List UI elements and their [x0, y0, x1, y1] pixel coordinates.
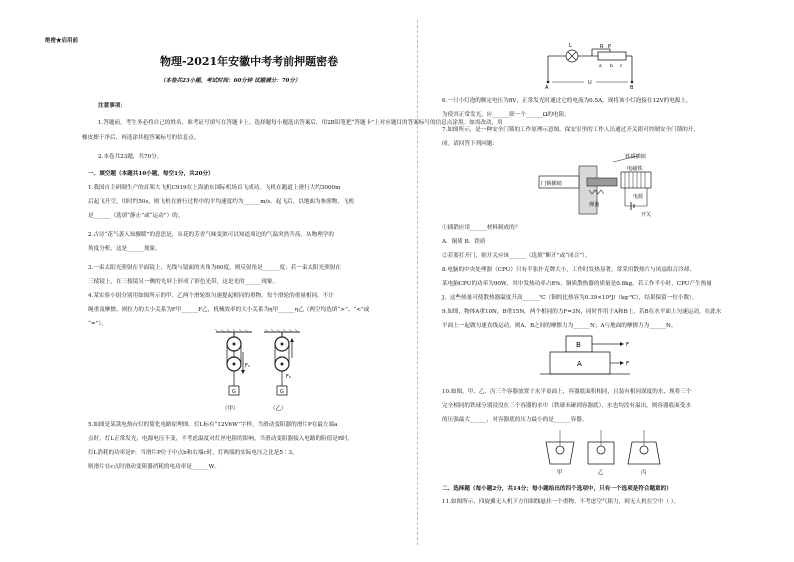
question-line: 5.如图是某款电热台灯的简化电路原理图。灯L标有“12V6W”字样，当滑动变阻器的滑片P在最左端a	[88, 422, 338, 428]
force-f2-label: F₂	[286, 374, 291, 380]
figure-label-jia: （甲）	[222, 406, 239, 412]
block-b-label: B	[576, 341, 581, 349]
question-line: ①插销应用______材料制成的？	[442, 225, 521, 231]
question-line: J，这些热量可使散热器温度升高______℃（铜的比热容为0.39×10³J/（kg·℃），结果保留一位小数）。	[442, 295, 698, 301]
block-a-label: A	[577, 360, 582, 368]
question-line: 平面上一起做匀速直线运动，则A、B之间的摩擦力为______N；A与地面的摩擦力为______N。	[442, 323, 677, 329]
section1-heading: 一、填空题（本题共10小题，每空1分，共20分）	[88, 171, 214, 177]
exam-title: 物理-2021年安徽中考考前押题密卷	[160, 55, 339, 68]
question-line: 则滑片在c点时滑动变阻器消耗的电功率是______W。	[88, 464, 220, 470]
exam-subtitle: （本卷共23小题，考试时间：60分钟 试题满分：70分）	[160, 78, 301, 84]
point-a-label: a	[599, 64, 602, 69]
switch-label: 开关	[641, 212, 652, 218]
note-line: 橡皮擦干净后，再选涂其他答案标号的信息点。	[82, 135, 200, 141]
secret-stamp: 绝密★启用前	[45, 38, 79, 44]
lamp-label: L	[569, 43, 572, 49]
slider-label: P	[608, 44, 612, 50]
weight-g-label: G	[280, 389, 284, 395]
question-line: 点时，灯L正常发光，电源电压不变，不考虑温度对灯丝电阻的影响。当滑动变阻器接入电路的阻值是R时，	[88, 436, 354, 442]
figure-label-yi: （乙）	[270, 406, 287, 412]
blocks-figure	[540, 332, 650, 382]
note-line: 2.本卷共23题，共70分。	[98, 154, 163, 160]
question-line: 闭。请回答下列问题：	[442, 141, 498, 147]
container-yi-label: 乙	[598, 470, 604, 476]
force-f-label: F	[626, 342, 630, 348]
question-line: 11.如图所示，四旋翼无人机下方用细线悬挂一个重物，不考虑空气阻力，则无人机在空中（ ）。	[442, 499, 680, 505]
question-line: 4.某实验小组分别用如图所示的甲、乙两个滑轮组匀速提起相同的重物。每个滑轮的重量相同，不计	[88, 293, 334, 299]
question-line: 灯L消耗的功率是P；当滑片P位于中点b和右端c时，灯两端的实际电压之比是5∶3，	[88, 450, 298, 456]
question-line: 某电脑CPU的功率为90W，其中发热功率占8%，铜质散热器的质量是0.8kg，若工作半小时，CPU产生热量	[442, 281, 712, 287]
force-f1-label: F₁	[245, 363, 250, 369]
door-pin-label: 门锁插销	[541, 181, 562, 187]
question-line: 3.一束太阳光照射在平面镜上，光线与镜面的夹角为60度，则反射角是______度；若一束太阳光照射在	[88, 265, 341, 271]
question-line: 8.电脑的中央处理器（CPU）只有半张扑克牌大小，工作时发热显著，常采用散热片与风扇组合冷却，	[442, 267, 695, 273]
question-line: 绳重及摩擦，则拉力的大小关系为F甲______F乙，机械效率的大小关系为η甲______η乙（两空均选填“>”、“<”或	[88, 307, 370, 313]
containers-figure	[540, 426, 670, 476]
pin-label: 铁质插销	[625, 154, 646, 160]
question-line: 的压强最大______，对容器底的压力最小的是______容器。	[442, 417, 588, 423]
question-line: 角度分析，这是______现象。	[88, 246, 161, 252]
question-line: 10.如图，甲、乙、丙三个容器放置于水平桌面上，容器底面积相同，且装有相同深度的水，现将三个	[442, 389, 692, 395]
note-line: 1.答题前，考生务必将自己的姓名、准考证号填写在答题卡上。选择题每小题选出答案后，用2B铅笔把“答题卡”上对应题目的答案标号的信息点涂黑。如需改动，用	[98, 120, 503, 126]
electromagnet-label: 电磁铁	[627, 166, 643, 172]
resistor-label: R	[600, 44, 604, 50]
question-line: 完全相同的铁球分别浸没在三个容器的水中（铁球未碰到容器底），水也均没有溢出，则容器底面受水	[442, 403, 691, 409]
voltage-u-label: U	[588, 80, 592, 86]
weight-g-label: G	[232, 389, 236, 395]
point-b-label: b	[610, 64, 613, 69]
question-line: 三棱镜上，在三棱镜另一侧的光屏上形成了彩色光带，这是光的______现象。	[88, 279, 279, 285]
circuit-figure	[540, 38, 650, 91]
power-label: 电源	[633, 194, 644, 200]
container-jia-label: 甲	[557, 470, 563, 476]
question-line: 是______（选填“静止”或“运动”）的。	[88, 213, 184, 219]
question-line: “=”）。	[88, 321, 107, 327]
spring-label: 弹簧	[589, 202, 600, 208]
question-line: A．铜质 B．铁质	[442, 239, 486, 245]
question-line: 为使其正常发光，应______联一个______Ω的电阻。	[442, 112, 570, 118]
terminal-b-label: B	[630, 85, 634, 91]
point-c-label: c	[620, 64, 623, 69]
container-bing-label: 丙	[641, 470, 647, 476]
terminal-a-label: A	[545, 85, 549, 91]
question-line: ②若要打开门，则开关应该______（选填“断开”或“闭合”）。	[442, 253, 591, 259]
question-line: 9.如图，物体A重10N，B重15N。两个相同的力F=3N，同时作用于A和B上，若B在水平面上匀速运动，在此水	[442, 309, 722, 315]
column-divider	[417, 20, 418, 545]
door-lock-figure	[533, 150, 673, 220]
section2-heading: 二、选择题（每小题2分，共14分；每小题给出的四个选项中，只有一个选项是符合题意的）	[442, 486, 672, 492]
notes-heading: 注意事项：	[98, 103, 126, 109]
question-line: 2.古诗“花气袭人知骤暖”的意思是，从花的芳香气味变浓可以知道周边的气温突然升高。从物理学的	[88, 232, 334, 238]
force-f-label: F	[626, 361, 630, 367]
question-line: 1.我国自主研制生产的首架大飞机C919在上海浦东国际机场首飞成功。飞机在跑道上滑行大约3000m	[88, 185, 341, 191]
question-line: 6.一只小灯泡的额定电压为8V，正常发光时通过它的电流为0.5A，现将该小灯泡接在12V的电源上，	[442, 98, 692, 104]
pulley-figure	[214, 330, 304, 420]
question-line: 后起飞升空，用时约50s，则飞机在滑行过程中的平均速度约为______m/s。起飞后，以地面为参照物，飞机	[88, 199, 355, 205]
question-line: 7.如图所示，是一种安全门锁的工作原理示意图。保安室里的工作人员通过开关即可控制安全门锁的开、	[442, 127, 700, 133]
